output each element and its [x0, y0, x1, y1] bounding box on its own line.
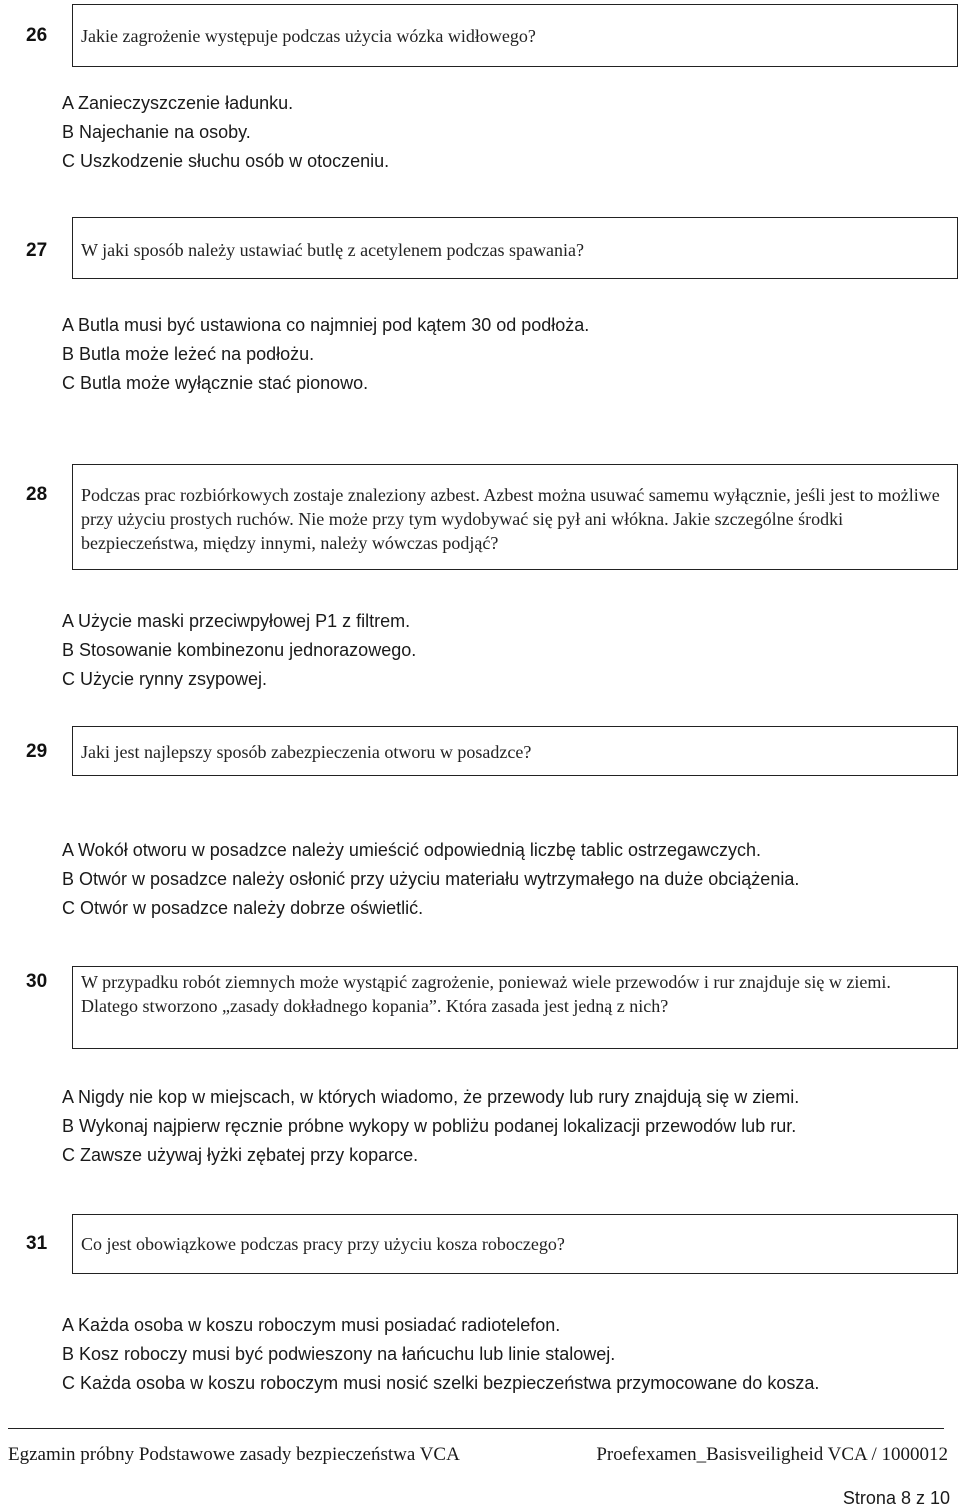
- answer-option-a[interactable]: A Butla musi być ustawiona co najmniej pod kątem 30 od podłoża.: [62, 315, 590, 335]
- answer-option-c[interactable]: C Uszkodzenie słuchu osób w otoczeniu.: [62, 151, 390, 171]
- question-number: 29: [26, 741, 48, 762]
- footer-exam-code: Proefexamen_Basisveiligheid VCA / 1000012: [596, 1444, 948, 1465]
- footer-divider: [8, 1428, 944, 1429]
- answer-option-b[interactable]: B Otwór w posadzce należy osłonić przy użyciu materiału wytrzymałego na duże obciążenia.: [62, 869, 800, 889]
- answer-option-c[interactable]: C Użycie rynny zsypowej.: [62, 669, 268, 689]
- answer-option-a[interactable]: A Każda osoba w koszu roboczym musi posiadać radiotelefon.: [62, 1315, 561, 1335]
- answer-option-c[interactable]: C Każda osoba w koszu roboczym musi nosić szelki bezpieczeństwa przymocowane do kosza.: [62, 1373, 820, 1393]
- page-number: Strona 8 z 10: [842, 1488, 950, 1508]
- answer-options: [62, 1311, 819, 1398]
- question-number: 30: [26, 971, 48, 992]
- answer-options: [62, 311, 589, 398]
- answer-option-b[interactable]: B Stosowanie kombinezonu jednorazowego.: [62, 640, 417, 660]
- question-number: 27: [26, 240, 48, 261]
- answer-option-a[interactable]: A Nigdy nie kop w miejscach, w których wiadomo, że przewody lub rury znajdują się w ziemi.: [62, 1087, 800, 1107]
- answer-option-c[interactable]: C Butla może wyłącznie stać pionowo.: [62, 373, 369, 393]
- answer-option-b[interactable]: B Butla może leżeć na podłożu.: [62, 344, 315, 364]
- question-text: W przypadku robót ziemnych może wystąpić zagrożenie, ponieważ wiele przewodów i rur znajduje się w ziemi. Dlatego stworzono „zasady dokładnego kopania”. Która zasada jest jedną z nich?: [72, 966, 958, 1049]
- question-text: W jaki sposób należy ustawiać butlę z acetylenem podczas spawania?: [72, 217, 958, 279]
- answer-options: [62, 89, 389, 176]
- footer-exam-title: Egzamin próbny Podstawowe zasady bezpieczeństwa VCA: [8, 1444, 460, 1465]
- question-number: 26: [26, 25, 48, 46]
- question-text: Jakie zagrożenie występuje podczas użycia wózka widłowego?: [72, 4, 958, 67]
- answer-options: [62, 836, 799, 923]
- answer-option-a[interactable]: A Wokół otworu w posadzce należy umieścić odpowiednią liczbę tablic ostrzegawczych.: [62, 840, 762, 860]
- question-text: Jaki jest najlepszy sposób zabezpieczenia otworu w posadzce?: [72, 726, 958, 776]
- answer-option-c[interactable]: C Otwór w posadzce należy dobrze oświetlić.: [62, 898, 424, 918]
- answer-options: [62, 607, 416, 694]
- answer-options: [62, 1083, 799, 1170]
- answer-option-a[interactable]: A Zanieczyszczenie ładunku.: [62, 93, 294, 113]
- answer-option-b[interactable]: B Wykonaj najpierw ręcznie próbne wykopy w pobliżu podanej lokalizacji przewodów lub rur.: [62, 1116, 797, 1136]
- answer-option-b[interactable]: B Najechanie na osoby.: [62, 122, 251, 142]
- answer-option-c[interactable]: C Zawsze używaj łyżki zębatej przy koparce.: [62, 1145, 419, 1165]
- question-number: 28: [26, 484, 48, 505]
- question-text: Podczas prac rozbiórkowych zostaje znaleziony azbest. Azbest można usuwać samemu wyłącznie, jeśli jest to możliwe przy użyciu prostych ruchów. Nie może przy tym wydobywać się pył ani włókna. Jakie szczególne środki bezpieczeństwa, między innymi, należy wówczas podjąć?: [72, 464, 958, 570]
- question-number: 31: [26, 1233, 48, 1254]
- question-text: Co jest obowiązkowe podczas pracy przy użyciu kosza roboczego?: [72, 1214, 958, 1274]
- answer-option-b[interactable]: B Kosz roboczy musi być podwieszony na łańcuchu lub linie stalowej.: [62, 1344, 616, 1364]
- answer-option-a[interactable]: A Użycie maski przeciwpyłowej P1 z filtrem.: [62, 611, 411, 631]
